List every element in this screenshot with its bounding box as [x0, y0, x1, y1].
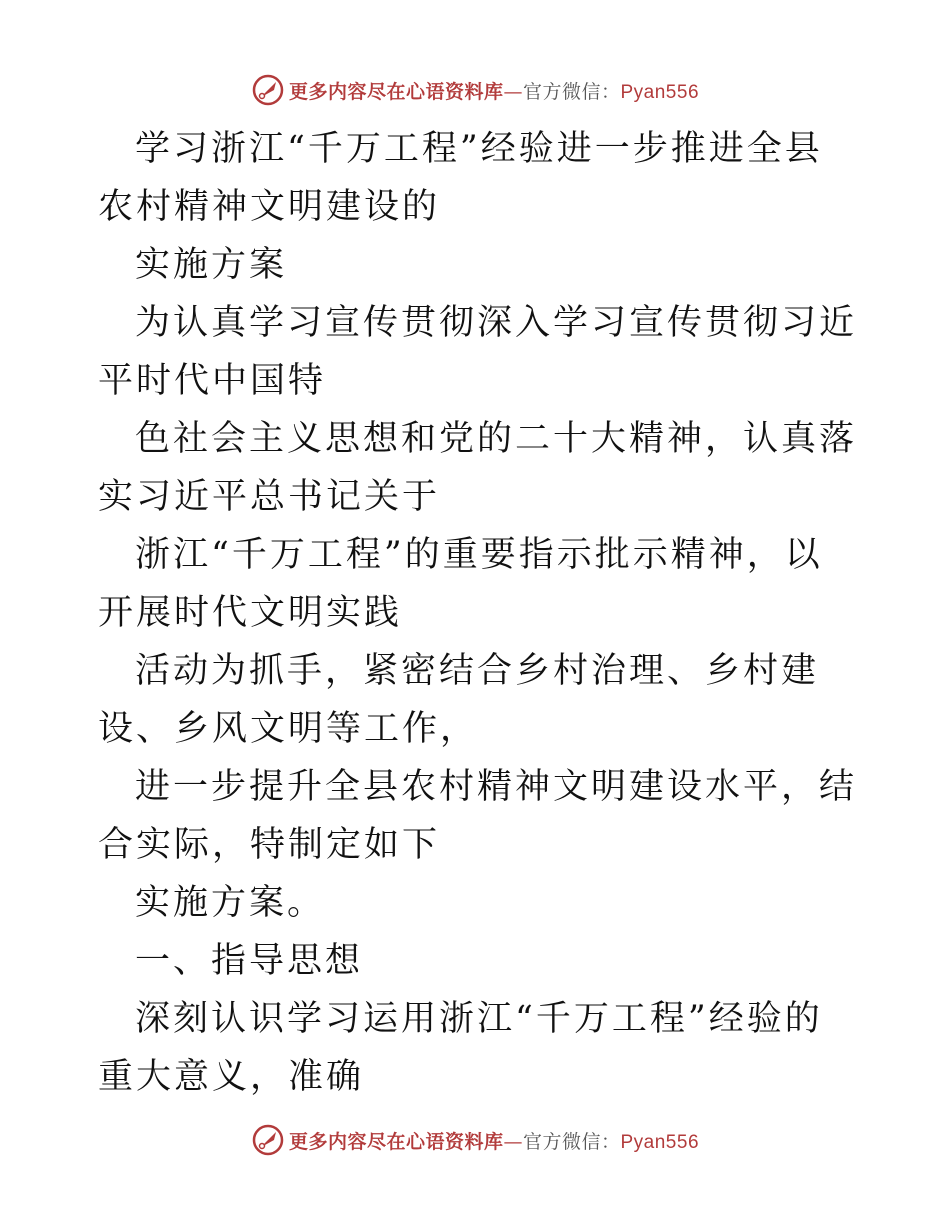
watermark-wechat-label: 官方微信：	[522, 1130, 621, 1153]
body-paragraph: 色社会主义思想和党的二十大精神，认真落实习近平总书记关于	[98, 419, 858, 517]
feather-pen-logo-icon	[251, 73, 285, 107]
body-paragraph: 活动为抓手，紧密结合乡村治理、乡村建设、乡风文明等工作，	[98, 651, 820, 749]
watermark-dash: —	[503, 1130, 523, 1153]
footer-watermark	[0, 1120, 950, 1160]
section-heading: 一、指导思想	[135, 941, 364, 981]
document-body	[98, 120, 858, 1106]
watermark-wechat-label: 官方微信：	[522, 80, 621, 103]
watermark-site: 更多内容尽在心语资料库	[288, 1130, 504, 1153]
header-watermark	[0, 70, 950, 110]
watermark-text	[289, 77, 699, 104]
watermark-dash: —	[503, 80, 523, 103]
watermark-wechat-id: Pyan556	[620, 81, 700, 103]
document-title-line: 学习浙江“千万工程”经验进一步推进全县农村精神文明建设的	[98, 129, 823, 227]
watermark-text	[289, 1127, 699, 1154]
body-paragraph: 为认真学习宣传贯彻深入学习宣传贯彻习近平时代中国特	[98, 303, 858, 401]
feather-pen-logo-icon	[251, 1123, 285, 1157]
body-paragraph: 实施方案。	[135, 883, 326, 923]
document-title-subline: 实施方案	[135, 245, 288, 285]
body-paragraph: 进一步提升全县农村精神文明建设水平，结合实际，特制定如下	[98, 767, 858, 865]
body-paragraph: 深刻认识学习运用浙江“千万工程”经验的重大意义，准确	[98, 999, 823, 1097]
watermark-wechat-id: Pyan556	[620, 1131, 700, 1153]
body-paragraph: 浙江“千万工程”的重要指示批示精神，以开展时代文明实践	[98, 535, 823, 633]
watermark-site: 更多内容尽在心语资料库	[288, 80, 504, 103]
